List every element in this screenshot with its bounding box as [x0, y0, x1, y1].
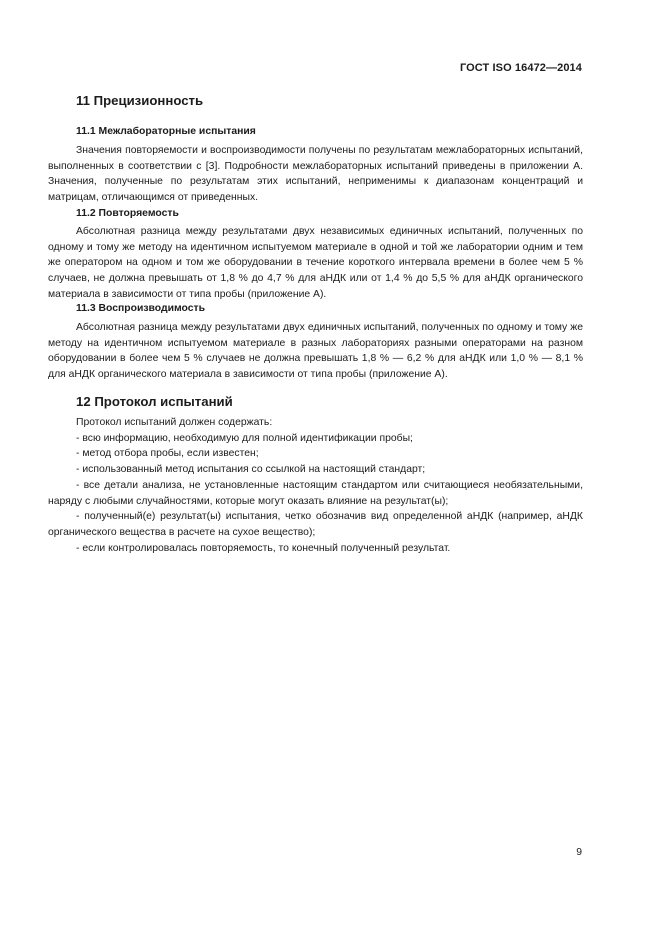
list-item: - все детали анализа, не установленные настоящим стандартом или считающиеся необязательными, наряду с любыми случайностями, которые могут оказать влияние на результат(ы);: [48, 479, 583, 507]
list-intro: Протокол испытаний должен содержать:: [76, 417, 273, 428]
subsection-11-2-title: 11.2 Повторяемость: [76, 208, 179, 219]
list-item: - полученный(е) результат(ы) испытания, четко обозначив вид определенной аНДК (например, аНДК органического вещества в расчете на сухое вещество);: [48, 511, 583, 538]
subsection-11-1-title: 11.1 Межлабораторные испытания: [76, 126, 256, 137]
list-item: - всю информацию, необходимую для полной идентификации пробы;: [76, 432, 413, 444]
report-contents-list: [48, 415, 583, 556]
list-item: - если контролировалась повторяемость, то конечный полученный результат.: [76, 542, 451, 554]
section-12-title: 12 Протокол испытаний: [76, 394, 233, 409]
subsection-11-1-text: Значения повторяемости и воспроизводимости получены по результатам межлабораторных испытаний, выполненных в соответствии с [3]. Подробности межлабораторных испытаний приведены в приложении А. Значения, полученные по результатам этих испытаний, неприменимы к диапазонам концентраций и матрицам, отличающимся от приведенных.: [48, 145, 583, 204]
section-11-title: 11 Прецизионность: [76, 93, 204, 108]
page-number: 9: [576, 847, 582, 858]
subsection-11-2-text: Абсолютная разница между результатами двух независимых единичных испытаний, полученных по одному и тому же методу на идентичном испытуемом материале в одной и той же лаборатории одним и тем же оператором на одном и том же оборудовании в течение короткого интервала времени в более чем 5 % случаев, не должна превышать от 1,8 % до 4,7 % для аНДК или от 1,4 % до 5,5 % для аНДК органического материала в зависимости от типа пробы (приложение А).: [48, 226, 583, 300]
list-item: - метод отбора пробы, если известен;: [76, 448, 259, 460]
subsection-11-3-title: 11.3 Воспроизводимость: [76, 303, 206, 314]
list-item: - использованный метод испытания со ссылкой на настоящий стандарт;: [76, 464, 426, 476]
document-code: ГОСТ ISO 16472—2014: [459, 62, 582, 74]
subsection-11-3-text: Абсолютная разница между результатами двух единичных испытаний, полученных по одному и тому же методу на идентичном испытуемом материале в разных лабораториях разными операторами на разном оборудовании в более чем 5 % случаев не должна превышать 1,8 % — 6,2 % для аНДК или 1,0 % — 8,1 % для аНДК органического материала в зависимости от типа пробы (приложение А).: [48, 322, 583, 381]
